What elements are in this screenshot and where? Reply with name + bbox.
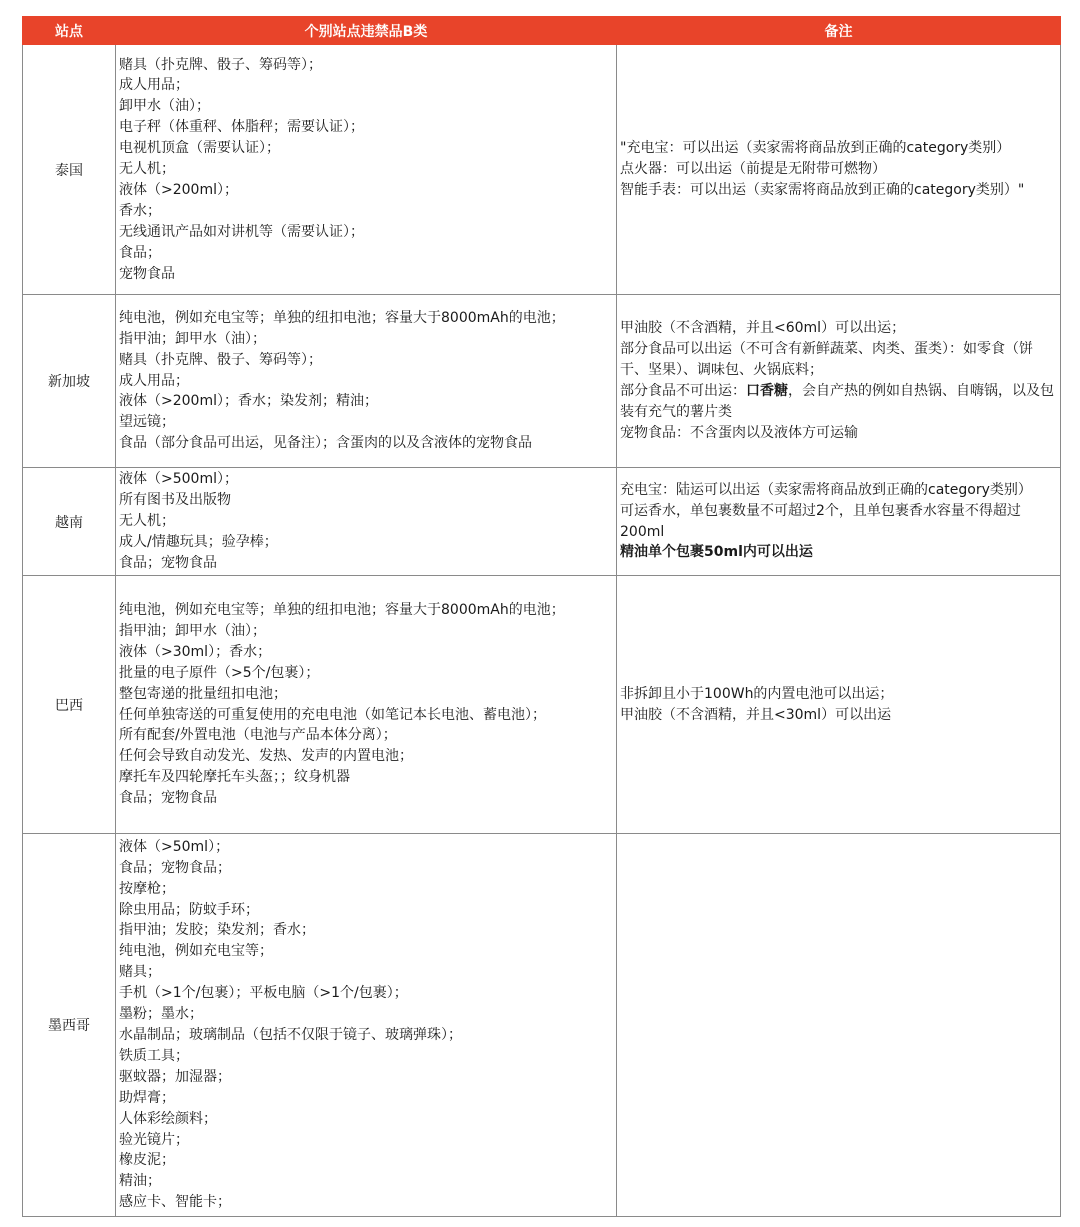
item-line: 水晶制品；玻璃制品（包括不仅限于镜子、玻璃弹珠）；	[119, 1027, 462, 1043]
item-line: 所有图书及出版物	[119, 492, 231, 509]
header-notes: 备注	[617, 17, 1061, 45]
item-line: 铁质工具；	[119, 1047, 189, 1064]
station-name: 越南	[23, 468, 116, 576]
notes-cell	[617, 834, 1061, 1217]
item-line: 赌具（扑克牌、骰子、筹码等）；	[119, 56, 322, 73]
item-line: 驱蚊器；加湿器；	[119, 1068, 231, 1085]
item-line: 液体（>50ml）；	[119, 838, 230, 855]
item-line: 除虫用品；防蚊手环；	[119, 901, 259, 918]
item-line: 纯电池，例如充电宝等；单独的纽扣电池；容量大于8000mAh的电池；	[119, 309, 565, 326]
item-line: 液体（>500ml）；	[119, 471, 238, 488]
item-line: 望远镜；	[119, 414, 175, 431]
item-line: 卸甲水（油）；	[119, 98, 210, 115]
item-line: 液体（>30ml）；香水；	[119, 643, 272, 660]
table-row-brazil	[23, 576, 1061, 834]
item-line: 纯电池，例如充电宝等；单独的纽扣电池；容量大于8000mAh的电池；	[119, 601, 565, 618]
item-line: 宠物食品	[119, 265, 175, 282]
item-line: 成人/情趣玩具；验孕棒；	[119, 533, 278, 550]
item-line: 精油；	[119, 1173, 161, 1190]
item-line: 任何单独寄送的可重复使用的充电电池（如笔记本长电池、蓄电池）；	[119, 706, 546, 723]
notes-cell	[617, 295, 1061, 468]
item-line: 食品；宠物食品	[119, 554, 217, 571]
item-line: 食品；宠物食品；	[119, 859, 231, 876]
notes-cell	[617, 576, 1061, 834]
note-line: 精油单个包裹50ml内可以出运	[620, 544, 813, 561]
station-name: 新加坡	[23, 295, 116, 468]
item-line: 赌具；	[119, 964, 161, 981]
note-line: 甲油胶（不含酒精，并且<60ml）可以出运；	[620, 320, 906, 337]
header-row	[23, 17, 1061, 45]
item-line: 电视机顶盒（需要认证）；	[119, 140, 280, 157]
item-line: 验光镜片；	[119, 1131, 189, 1148]
header-prohibited-items: 个别站点违禁品B类	[116, 17, 617, 45]
note-line	[620, 381, 1056, 423]
note-line: 宠物食品：不含蛋肉以及液体方可运输	[620, 424, 858, 441]
item-line: 无线通讯产品如对讲机等（需要认证）；	[119, 223, 364, 240]
note-line: 甲油胶（不含酒精，并且<30ml）可以出运	[620, 706, 892, 723]
item-line: 成人用品；	[119, 77, 189, 94]
item-line: 批量的电子原件（>5个/包裹）；	[119, 664, 320, 681]
item-line: 手机（>1个/包裹）；平板电脑（>1个/包裹）；	[119, 985, 408, 1002]
item-line: 橡皮泥；	[119, 1152, 175, 1169]
item-line: 食品；宠物食品	[119, 790, 217, 807]
note-emphasis: 口香糖	[746, 383, 788, 399]
item-line: 液体（>200ml）；香水；染发剂；精油；	[119, 393, 378, 410]
note-line: 智能手表：可以出运（卖家需将商品放到正确的category类别）"	[620, 181, 1025, 198]
item-line: 食品；	[119, 244, 161, 261]
note-line: 充电宝：陆运可以出运（卖家需将商品放到正确的category类别）	[620, 481, 1032, 498]
note-text: ，会自产热的例如自热锅、自嗨锅，以及包装有充气的薯片类	[620, 383, 1054, 420]
table-row-thailand	[23, 45, 1061, 295]
item-line: 电子秤（体重秤、体脂秤；需要认证）；	[119, 119, 364, 136]
table-row-mexico	[23, 834, 1061, 1217]
item-line: 感应卡、智能卡；	[119, 1194, 231, 1211]
items-cell	[116, 468, 617, 576]
station-name: 墨西哥	[23, 834, 116, 1217]
item-line: 指甲油；发胶；染发剂；香水；	[119, 922, 315, 939]
items-cell	[116, 576, 617, 834]
prohibited-items-table	[22, 16, 1061, 1217]
notes-cell	[617, 468, 1061, 576]
notes-cell	[617, 45, 1061, 295]
note-line: 非拆卸且小于100Wh的内置电池可以出运；	[620, 685, 894, 702]
item-line: 助焊膏；	[119, 1089, 175, 1106]
item-line: 任何会导致自动发光、发热、发声的内置电池；	[119, 748, 413, 765]
item-line: 无人机；	[119, 513, 175, 530]
item-line: 成人用品；	[119, 372, 189, 389]
item-line: 摩托车及四轮摩托车头盔；；纹身机器	[119, 769, 350, 786]
item-line: 墨粉；墨水；	[119, 1006, 203, 1023]
note-text: 部分食品不可出运：	[620, 383, 746, 399]
header-station: 站点	[23, 17, 116, 45]
item-line: 赌具（扑克牌、骰子、筹码等）；	[119, 351, 322, 368]
item-line: 人体彩绘颜料；	[119, 1110, 217, 1127]
item-line: 纯电池，例如充电宝等；	[119, 943, 273, 960]
items-cell	[116, 45, 617, 295]
item-line: 所有配套/外置电池（电池与产品本体分离）；	[119, 727, 397, 744]
table-row-vietnam	[23, 468, 1061, 576]
table-row-singapore	[23, 295, 1061, 468]
note-line: 部分食品可以出运（不可含有新鲜蔬菜、肉类、蛋类）：如零食（饼干、坚果）、调味包、火锅底料；	[620, 341, 1033, 379]
station-name: 巴西	[23, 576, 116, 834]
item-line: 液体（>200ml）；	[119, 181, 238, 198]
item-line: 食品（部分食品可出运，见备注）；含蛋肉的以及含液体的宠物食品	[119, 435, 532, 452]
item-line: 无人机；	[119, 161, 175, 178]
note-line: 可运香水，单包裹数量不可超过2个，且单包裹香水容量不得超过200ml	[620, 502, 1021, 540]
item-line: 香水；	[119, 202, 161, 219]
item-line: 指甲油；卸甲水（油）；	[119, 622, 266, 639]
items-cell	[116, 295, 617, 468]
item-line: 整包寄递的批量纽扣电池；	[119, 685, 287, 702]
item-line: 指甲油；卸甲水（油）；	[119, 330, 266, 347]
item-line: 按摩枪；	[119, 880, 175, 897]
items-cell	[116, 834, 617, 1217]
station-name: 泰国	[23, 45, 116, 295]
note-line: "充电宝：可以出运（卖家需将商品放到正确的category类别）	[620, 140, 1011, 157]
note-line: 点火器：可以出运（前提是无附带可燃物）	[620, 161, 886, 178]
